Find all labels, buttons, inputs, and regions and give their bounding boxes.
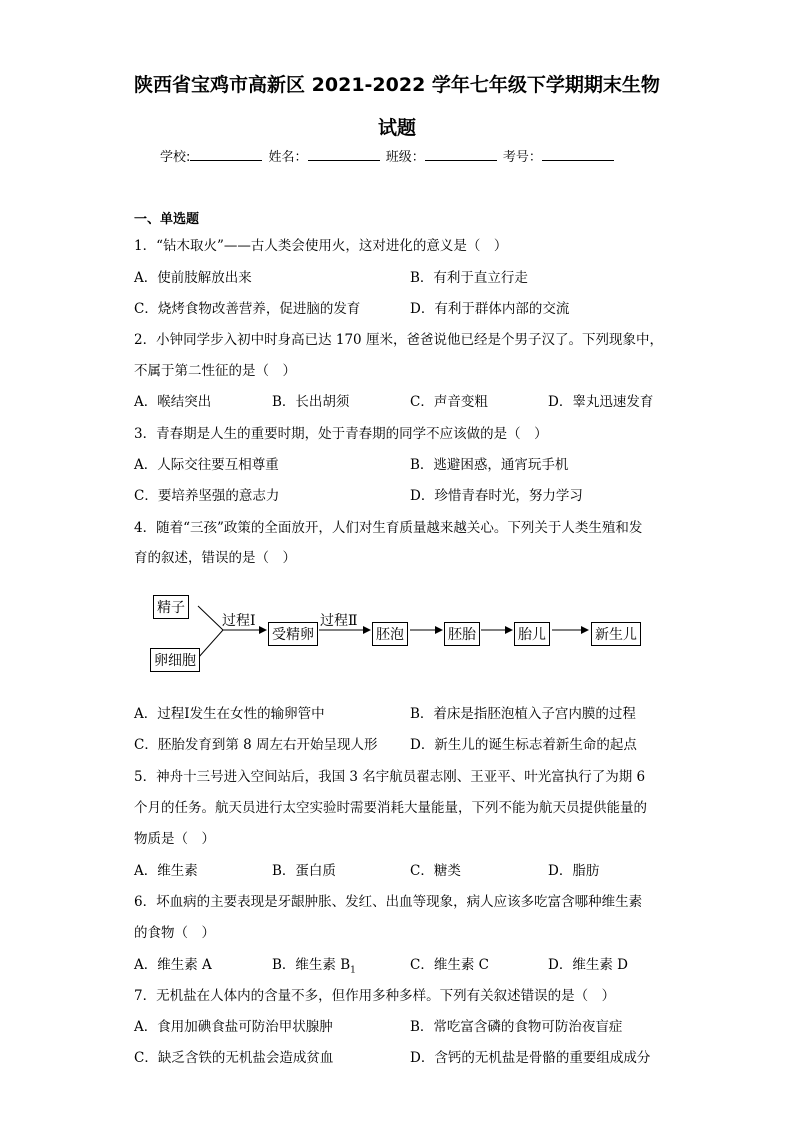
- option-d: D．有利于群体内部的交流: [410, 301, 570, 317]
- question-stem: 物质是（ ）: [134, 831, 215, 847]
- school-blank[interactable]: [190, 148, 262, 161]
- option-b: B．有利于直立行走: [410, 270, 528, 286]
- question-stem: 的食物（ ）: [134, 925, 215, 941]
- arrowhead: [505, 626, 513, 634]
- option-c: C．缺乏含铁的无机盐会造成贫血: [134, 1050, 334, 1066]
- arrowhead: [435, 626, 443, 634]
- name-label: 姓名：: [268, 150, 308, 165]
- option-d: D．睾丸迅速发育: [548, 394, 654, 410]
- question-stem: 不属于第二性征的是（ ）: [134, 363, 296, 379]
- option-b: B．长出胡须: [272, 394, 350, 410]
- option-c: C．糖类: [410, 863, 461, 879]
- sperm-box: 精子: [153, 595, 189, 619]
- option-a: A．食用加碘食盐可防治甲状腺肿: [134, 1019, 333, 1035]
- class-label: 班级：: [385, 150, 425, 165]
- school-label: 学校:: [160, 150, 191, 165]
- zygote-box: 受精卵: [268, 622, 318, 646]
- exam-number-label: 考号：: [502, 150, 542, 165]
- arrowhead: [363, 626, 371, 634]
- newborn-box: 新生儿: [591, 622, 641, 646]
- option-a: A．维生素 A: [134, 957, 212, 973]
- option-a: A．使前肢解放出来: [134, 270, 252, 286]
- option-b-text: B．维生素 B: [272, 957, 351, 973]
- option-c: C．要培养坚强的意志力: [134, 488, 280, 504]
- option-b: [272, 953, 356, 976]
- blastocyst-box: 胚泡: [372, 622, 408, 646]
- class-blank[interactable]: [425, 148, 497, 161]
- name-blank[interactable]: [308, 148, 380, 161]
- option-b: B．蛋白质: [272, 863, 336, 879]
- option-c: C．声音变粗: [410, 394, 488, 410]
- embryo-box: 胚胎: [444, 622, 480, 646]
- option-b: B．常吃富含磷的食物可防治夜盲症: [410, 1019, 623, 1035]
- sperm-connector: [198, 606, 223, 630]
- process2-label: 过程Ⅱ: [320, 613, 358, 629]
- option-d: D．含钙的无机盐是骨骼的重要组成成分: [410, 1050, 651, 1066]
- option-a: A．过程Ⅰ发生在女性的输卵管中: [134, 706, 325, 722]
- option-b-subscript: 1: [350, 965, 356, 976]
- option-a: A．维生素: [134, 863, 198, 879]
- page-title-line2: 试题: [377, 117, 416, 139]
- question-stem: 6．坏血病的主要表现是牙龈肿胀、发红、出血等现象，病人应该多吃富含哪种维生素: [134, 894, 643, 910]
- option-c: C．胚胎发育到第 8 周左右开始呈现人形: [134, 737, 378, 753]
- question-stem: 育的叙述，错误的是（ ）: [134, 550, 296, 566]
- option-b: B．着床是指胚泡植入子宫内膜的过程: [410, 706, 636, 722]
- option-d: D．新生儿的诞生标志着新生命的起点: [410, 737, 637, 753]
- arrowhead: [581, 626, 589, 634]
- student-info: [160, 146, 616, 165]
- option-a: A．喉结突出: [134, 394, 212, 410]
- question-stem: 1．“钻木取火”——古人类会使用火，这对进化的意义是（ ）: [134, 238, 508, 254]
- arrowhead: [259, 626, 267, 634]
- option-c: C．烧烤食物改善营养，促进脑的发育: [134, 301, 361, 317]
- question-stem: 个月的任务。航天员进行太空实验时需要消耗大量能量，下列不能为航天员提供能量的: [134, 800, 647, 816]
- page-title: 陕西省宝鸡市高新区 2021-2022 学年七年级下学期期末生物: [134, 74, 660, 96]
- egg-box: 卵细胞: [150, 648, 200, 672]
- option-a: A．人际交往要互相尊重: [134, 457, 279, 473]
- option-b: B．逃避困惑，通宵玩手机: [410, 457, 569, 473]
- exam-number-blank[interactable]: [542, 148, 614, 161]
- process1-label: 过程Ⅰ: [222, 613, 256, 629]
- option-c: C．维生素 C: [410, 957, 489, 973]
- fetus-box: 胎儿: [514, 622, 550, 646]
- option-d: D．珍惜青春时光，努力学习: [410, 488, 583, 504]
- option-d: D．脂肪: [548, 863, 600, 879]
- section-heading: 一、单选题: [134, 212, 200, 227]
- question-stem: 7．无机盐在人体内的含量不多，但作用多种多样。下列有关叙述错误的是（ ）: [134, 988, 616, 1004]
- question-stem: 5．神舟十三号进入空间站后，我国 3 名宇航员翟志刚、王亚平、叶光富执行了为期 6: [134, 769, 646, 785]
- egg-connector: [198, 630, 223, 658]
- option-d: D．维生素 D: [548, 957, 628, 973]
- question-stem: 2．小钟同学步入初中时身高已达 170 厘米，爸爸说他已经是个男子汉了。下列现象中，: [134, 332, 663, 348]
- question-stem: 3．青春期是人生的重要时期，处于青春期的同学不应该做的是（ ）: [134, 426, 548, 442]
- question-stem: 4．随着“三孩”政策的全面放开，人们对生育质量越来越关心。下列关于人类生殖和发: [134, 520, 643, 536]
